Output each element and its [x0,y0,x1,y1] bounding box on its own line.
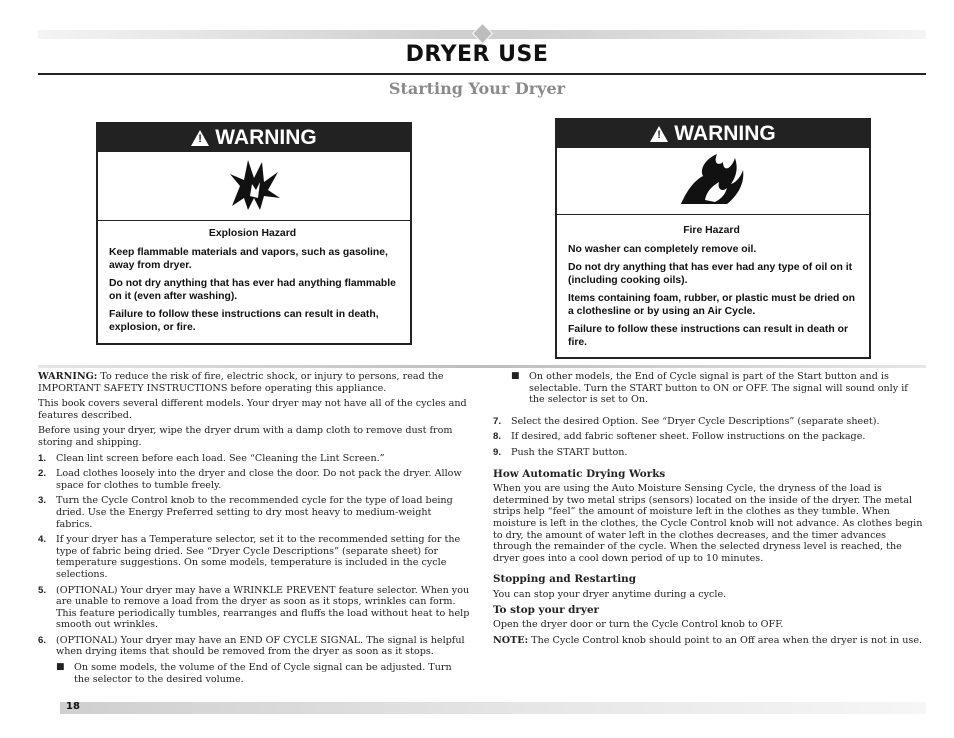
step-text: (OPTIONAL) Your dryer may have a WRINKLE PREVENT feature selector. When you are unable to remove a load from the dryer as soon as it stops, wrinkles can form. This feature periodically tumbles, rearranges and fluffs the load without heat to help smooth out wrinkles. [56,584,470,631]
step-item [493,447,926,459]
intro-paragraph: This book covers several different models. Your dryer may not have all of the cycles and features described. [38,398,467,421]
section-paragraph: Open the dryer door or turn the Cycle Control knob to OFF. [493,619,784,631]
hazard-title: Explosion Hazard [208,228,297,239]
step-number: 8. [493,431,502,443]
warning-inline-label: WARNING: [38,371,98,382]
step-number: 7. [493,415,502,427]
step-item [38,453,470,465]
step-number: 1. [38,452,47,464]
right-column [493,371,926,650]
step-text: (OPTIONAL) Your dryer may have an END OF CYCLE SIGNAL. The signal is helpful when drying items that should be removed from the dryer as soon as it stops. [56,634,465,658]
step-number: 5. [38,584,47,596]
warning-line: Do not dry anything that has ever had any type of oil on it (including cooking oils). [568,262,853,286]
section-paragraph: You can stop your dryer anytime during a cycle. [493,588,727,600]
step-text: Turn the Cycle Control knob to the recommended cycle for the type of load being dried. Use the Energy Preferred setting to dry most heavy to medium-weight fabrics. [56,495,453,530]
bullet-item [511,371,926,406]
step-item [38,468,470,491]
explosion-warning-box [96,122,412,345]
section-heading: How Automatic Drying Works [493,467,666,480]
note-paragraph [493,635,926,647]
fire-warning-box [555,118,871,359]
note-text: The Cycle Control knob should point to an Off area when the dryer is not in use. [528,634,923,646]
left-column [38,371,470,689]
hazard-title: Fire Hazard [683,225,740,236]
warning-line: Failure to follow these instructions can result in death, explosion, or fire. [109,309,379,333]
diamond-ornament [472,23,493,44]
fire-icon-area [557,148,869,215]
step-item [493,416,926,428]
warning-label: WARNING [215,126,317,149]
warning-line: Do not dry anything that has ever had anything flammable on it (even after washing). [109,278,396,302]
step-item [38,495,470,530]
warning-line: Keep flammable materials and vapors, such as gasoline, away from dryer. [109,247,388,271]
step-text: If your dryer has a Temperature selector, set it to the recommended setting for the type of fabric being dried. See “Dryer Cycle Descriptions” (separate sheet) for temperature suggestions. On some models, temperature is included in the cycle selections. [56,534,461,580]
step-item [38,534,470,580]
step-item [38,585,470,631]
warning-text [568,224,855,354]
square-bullet-icon: ■ [511,371,520,381]
warning-line: No washer can completely remove oil. [568,244,757,255]
step-text: Push the START button. [511,446,628,458]
step-number: 4. [38,534,47,546]
section-heading: Stopping and Restarting [493,573,636,586]
warning-inline-text: To reduce the risk of fire, electric shock, or injury to persons, read the IMPORTANT SAFETY INSTRUCTIONS before operating this appliance. [38,371,444,394]
intro-paragraph: Before using your dryer, wipe the dryer drum with a damp cloth to remove dust from storing and shipping. [38,425,453,448]
page-number: 18 [66,701,80,712]
warning-text [109,227,396,339]
warning-header [98,124,410,152]
bullet-item [56,662,470,685]
section-heading: To stop your dryer [493,603,600,616]
step-item [493,431,926,443]
page-title: DRYER USE [405,42,549,67]
step-item [38,635,470,658]
step-number: 6. [38,634,47,646]
warning-line: Items containing foam, rubber, or plastic must be dried on a clothesline or by using an Air Cycle. [568,293,855,317]
step-number: 2. [38,468,47,480]
warning-label: WARNING [674,122,776,145]
bullet-text: On other models, the End of Cycle signal is part of the Start button and is selectable. Turn the START button to ON or OFF. The signal will sound only if the selector is set to On. [529,371,908,406]
note-label: NOTE: [493,634,529,646]
step-text: Select the desired Option. See “Dryer Cycle Descriptions” (separate sheet). [511,415,880,427]
step-text: Clean lint screen before each load. See “Cleaning the Lint Screen.” [56,452,385,464]
warning-triangle-icon: ! [650,126,668,142]
step-text: Load clothes loosely into the dryer and close the door. Do not pack the dryer. Allow space for clothes to tumble freely. [56,468,462,491]
fire-icon [557,148,869,214]
section-subtitle: Starting Your Dryer [388,79,566,98]
warning-line: Failure to follow these instructions can result in death or fire. [568,324,849,348]
step-text: If desired, add fabric softener sheet. Follow instructions on the package. [511,431,866,443]
explosion-icon-area [98,152,410,221]
footer-bar [60,702,926,714]
bullet-text: On some models, the volume of the End of Cycle signal can be adjusted. Turn the selector to the desired volume. [74,662,452,685]
square-bullet-icon: ■ [56,662,65,673]
warning-triangle-icon: ! [191,130,209,146]
safety-warning-paragraph [38,371,470,394]
title-rule [38,73,926,75]
step-number: 9. [493,446,502,458]
warning-header [557,120,869,148]
step-number: 3. [38,495,47,507]
section-paragraph: When you are using the Auto Moisture Sensing Cycle, the dryness of the load is determined by two metal strips (sensors) located on the inside of the dryer. The metal strips help “feel” the amount of moisture left in the clothes as they tumble. When moisture is left in the clothes, the Cycle Control knob will not advance. As clothes begin to dry, the amount of water left in the clothes decreases, and the timer advances through the remainder of the cycle. When the selected dryness level is reached, the dryer goes into a cool down period of up to 10 minutes. [493,483,923,564]
explosion-icon [98,152,410,220]
section-divider [38,365,926,368]
